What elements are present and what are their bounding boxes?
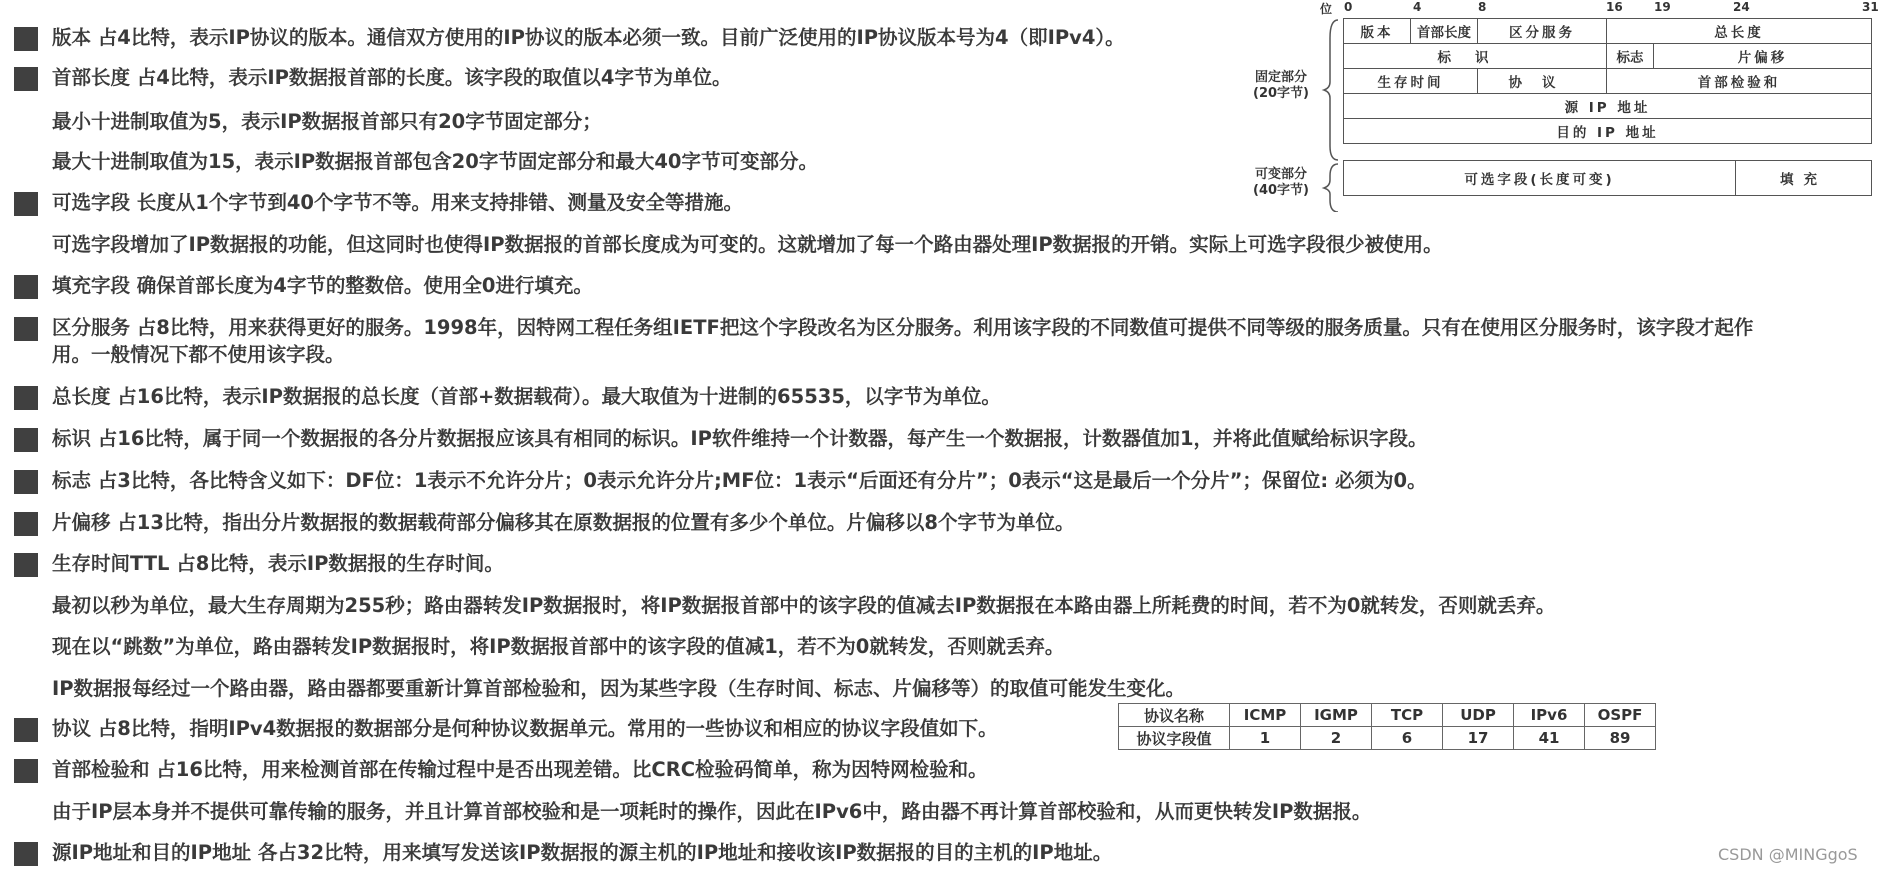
field-flags: 标志 <box>1606 43 1654 69</box>
text-line: 总长度 占16比特，表示IP数据报的总长度（首部+数据载荷）。最大取值为十进制的65535，以字节为单位。 <box>52 385 1001 408</box>
table-cell: UDP <box>1443 704 1514 727</box>
field-ihl: 首部长度 <box>1410 18 1478 44</box>
bullet-icon <box>14 842 38 866</box>
text-line: 标识 占16比特，属于同一个数据报的各分片数据报应该具有相同的标识。IP软件维持一个计数器，每产生一个数据报，计数器值加1，并将此值赋给标识字段。 <box>52 427 1428 450</box>
table-cell: ICMP <box>1230 704 1301 727</box>
bit-tick: 16 <box>1606 0 1623 14</box>
text-line: 最初以秒为单位，最大生存周期为255秒；路由器转发IP数据报时，将IP数据报首部中的该字段的值减去IP数据报在本路由器上所耗费的时间，若不为0就转发，否则就丢弃。 <box>52 594 1556 617</box>
table-cell: 41 <box>1514 727 1585 750</box>
text-line: 可选字段 长度从1个字节到40个字节不等。用来支持排错、测量及安全等措施。 <box>52 191 743 214</box>
field-padding: 填充 <box>1735 160 1872 196</box>
field-total-length: 总长度 <box>1606 18 1872 44</box>
text-line: 现在以“跳数”为单位，路由器转发IP数据报时，将IP数据报首部中的该字段的值减1，若不为0就转发，否则就丢弃。 <box>52 635 1065 658</box>
bit-tick: 8 <box>1478 0 1487 14</box>
text-line: 填充字段 确保首部长度为4字节的整数倍。使用全0进行填充。 <box>52 274 593 297</box>
table-row <box>1119 704 1656 727</box>
field-fragment-offset: 片偏移 <box>1653 43 1872 69</box>
bullet-icon <box>14 192 38 216</box>
text-line: 协议 占8比特，指明IPv4数据报的数据部分是何种协议数据单元。常用的一些协议和相应的协议字段值如下。 <box>52 717 998 740</box>
fixed-part-label: 固定部分 (20字节) <box>1253 70 1309 101</box>
text-line: IP数据报每经过一个路由器，路由器都要重新计算首部检验和，因为某些字段（生存时间、标志、片偏移等）的取值可能发生变化。 <box>52 677 1186 700</box>
field-protocol: 协议 <box>1477 68 1607 94</box>
text-line: 片偏移 占13比特，指出分片数据报的数据载荷部分偏移其在原数据报的位置有多少个单位。片偏移以8个字节为单位。 <box>52 511 1075 534</box>
table-cell: 6 <box>1372 727 1443 750</box>
table-cell: 17 <box>1443 727 1514 750</box>
table-cell: 1 <box>1230 727 1301 750</box>
field-destination-ip: 目的 IP 地址 <box>1343 118 1872 144</box>
bit-tick: 31 <box>1862 0 1879 14</box>
field-identification: 标识 <box>1343 43 1607 69</box>
bit-tick: 19 <box>1654 0 1671 14</box>
text-line: 可选字段增加了IP数据报的功能，但这同时也使得IP数据报的首部长度成为可变的。这就增加了每一个路由器处理IP数据报的开销。实际上可选字段很少被使用。 <box>52 233 1443 256</box>
ipv4-header-diagram <box>1240 0 1885 215</box>
field-options: 可选字段(长度可变) <box>1343 160 1736 196</box>
text-line: 区分服务 占8比特，用来获得更好的服务。1998年，因特网工程任务组IETF把这个字段改名为区分服务。利用该字段的不同数值可提供不同等级的服务质量。只有在使用区分服务时，该字段才起作用。一般情况下都不使用该字段。 <box>52 316 1754 366</box>
table-cell: OSPF <box>1585 704 1656 727</box>
text-line: 最小十进制取值为5，表示IP数据报首部只有20字节固定部分； <box>52 110 602 133</box>
field-version: 版本 <box>1343 18 1411 44</box>
field-dscp: 区分服务 <box>1477 18 1607 44</box>
table-row <box>1119 727 1656 750</box>
bit-position-label: 位 <box>1320 2 1333 16</box>
text-line: 首部长度 占4比特，表示IP数据报首部的长度。该字段的取值以4字节为单位。 <box>52 66 732 89</box>
bullet-icon <box>14 275 38 299</box>
bit-tick: 0 <box>1344 0 1353 14</box>
table-cell: IGMP <box>1301 704 1372 727</box>
table-cell: IPv6 <box>1514 704 1585 727</box>
bullet-icon <box>14 718 38 742</box>
text-line: 首部检验和 占16比特，用来检测首部在传输过程中是否出现差错。比CRC检验码简单，称为因特网检验和。 <box>52 758 988 781</box>
table-cell: TCP <box>1372 704 1443 727</box>
text-line: 源IP地址和目的IP地址 各占32比特，用来填写发送该IP数据报的源主机的IP地址和接收该IP数据报的目的主机的IP地址。 <box>52 841 1113 864</box>
text-line: 由于IP层本身并不提供可靠传输的服务，并且计算首部校验和是一项耗时的操作，因此在IPv6中，路由器不再计算首部校验和，从而更快转发IP数据报。 <box>52 800 1372 823</box>
bullet-icon <box>14 386 38 410</box>
field-source-ip: 源 IP 地址 <box>1343 93 1872 119</box>
text-line: 标志 占3比特，各比特含义如下：DF位：1表示不允许分片；0表示允许分片;MF位：1表示“后面还有分片”；0表示“这是最后一个分片”；保留位: 必须为0。 <box>52 469 1427 492</box>
bullet-icon <box>14 470 38 494</box>
watermark: CSDN @MINGgoS <box>1718 845 1858 864</box>
bullet-icon <box>14 553 38 577</box>
table-header-cell: 协议名称 <box>1119 704 1230 727</box>
text-line: 最大十进制取值为15，表示IP数据报首部包含20字节固定部分和最大40字节可变部分。 <box>52 150 818 173</box>
bullet-icon <box>14 27 38 51</box>
table-cell: 89 <box>1585 727 1656 750</box>
bullet-icon <box>14 428 38 452</box>
variable-part-label: 可变部分 (40字节) <box>1253 167 1309 198</box>
brace-shape <box>1320 18 1342 212</box>
field-ttl: 生存时间 <box>1343 68 1478 94</box>
bit-tick: 4 <box>1413 0 1422 14</box>
field-checksum: 首部检验和 <box>1606 68 1872 94</box>
table-cell: 2 <box>1301 727 1372 750</box>
text-line: 版本 占4比特，表示IP协议的版本。通信双方使用的IP协议的版本必须一致。目前广泛使用的IP协议版本号为4（即IPv4）。 <box>52 26 1125 49</box>
protocol-table <box>1118 703 1656 750</box>
bullet-icon <box>14 512 38 536</box>
bullet-icon <box>14 317 38 341</box>
bullet-icon <box>14 67 38 91</box>
bullet-icon <box>14 759 38 783</box>
text-line: 生存时间TTL 占8比特，表示IP数据报的生存时间。 <box>52 552 504 575</box>
table-header-cell: 协议字段值 <box>1119 727 1230 750</box>
bit-tick: 24 <box>1733 0 1750 14</box>
